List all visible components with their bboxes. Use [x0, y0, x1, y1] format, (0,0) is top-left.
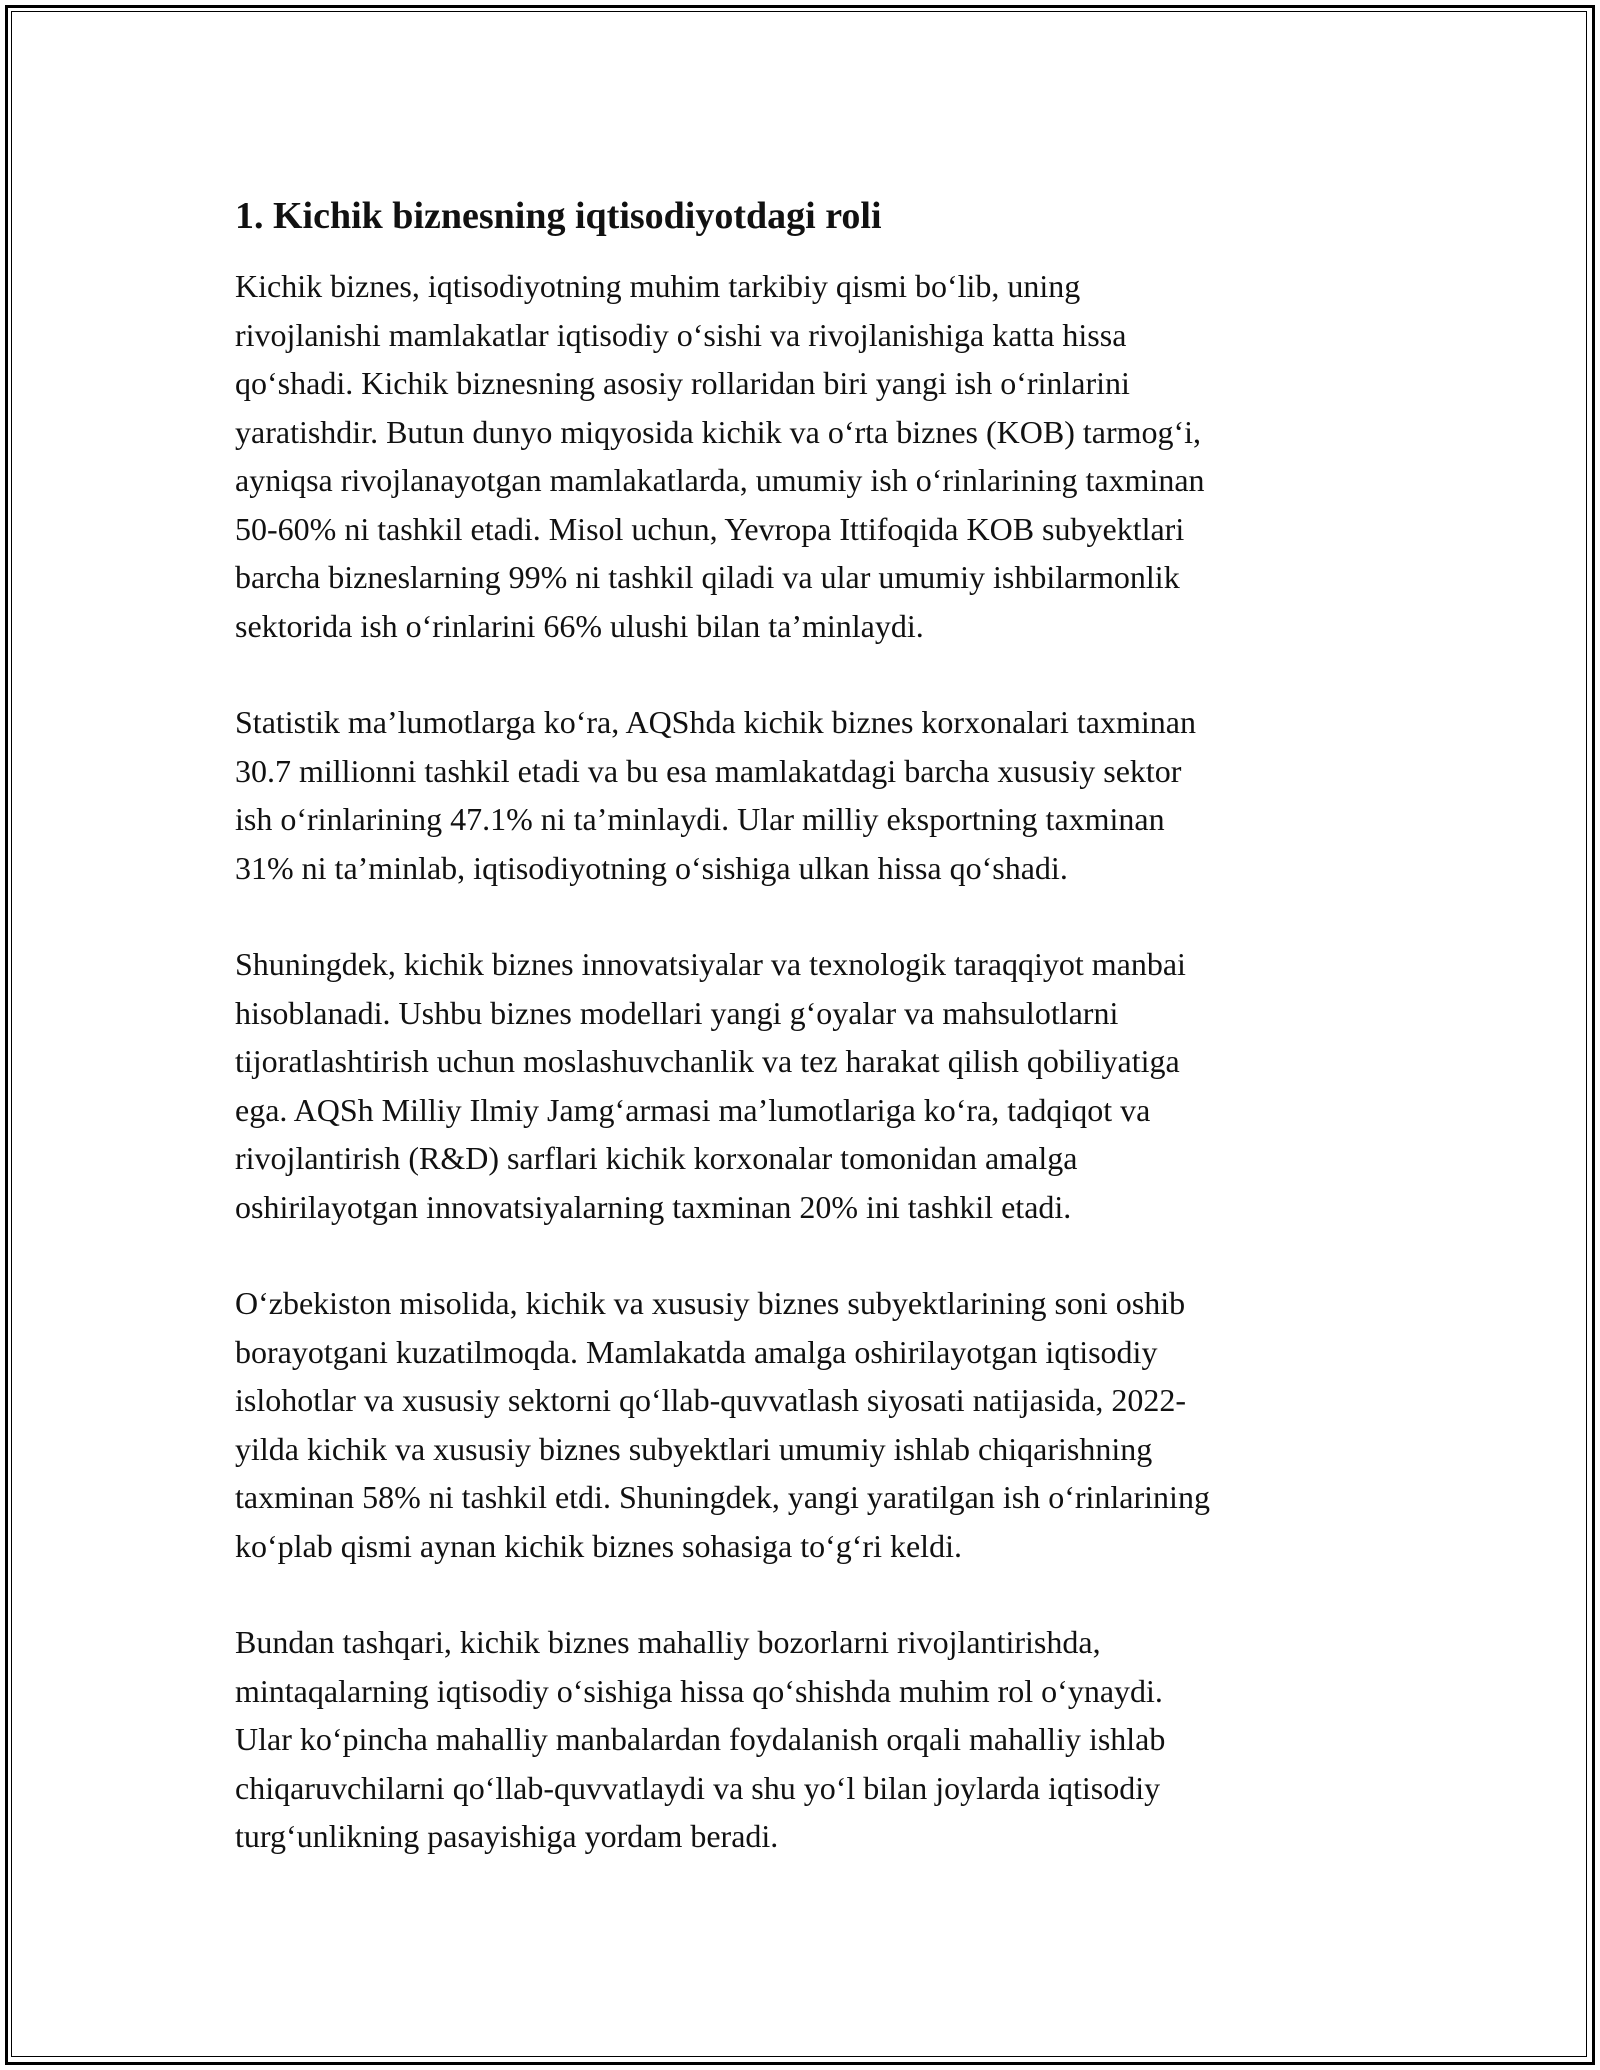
paragraph-5: Bundan tashqari, kichik biznes mahalliy bozorlarni rivojlantirishda, mintaqalarning iqtisodiy o‘sishiga hissa qo‘shishda muhim rol o‘ynaydi. Ular ko‘pincha mahalliy manbalardan foydalanish orqali mahalliy ishlab chiqaruvchilarni qo‘llab-quvvatlaydi va shu yo‘l bilan joylarda iqtisodiy turg‘unlikning pasayishiga yordam beradi. — [235, 1624, 1166, 1854]
paragraph-3: Shuningdek, kichik biznes innovatsiyalar va texnologik taraqqiyot manbai hisoblanadi. Ushbu biznes modellari yangi g‘oyalar va mahsulotlarni tijoratlashtirish uchun moslashuvchanlik va tez harakat qilish qobiliyatiga ega. AQSh Milliy Ilmiy Jamg‘armasi ma’lumotlariga ko‘ra, tadqiqot va rivojlantirish (R&D) sarflari kichik korxonalar tomonidan amalga oshirilayotgan innovatsiyalarning taxminan 20% ini tashkil etadi. — [235, 946, 1186, 1225]
paragraph-4: O‘zbekiston misolida, kichik va xususiy biznes subyektlarining soni oshib borayotgani kuzatilmoqda. Mamlakatda amalga oshirilayotgan iqtisodiy islohotlar va xususiy sektorni qo‘llab-quvvatlash siyosati natijasida, 2022- yilda kichik va xususiy biznes subyektlari umumiy ishlab chiqarishning taxminan 58% ni tashkil etdi. Shuningdek, yangi yaratilgan ish o‘rinlarining ko‘plab qismi aynan kichik biznes sohasiga to‘g‘ri keldi. — [235, 1285, 1210, 1564]
document-body — [235, 190, 1375, 1909]
section-heading: 1. Kichik biznesning iqtisodiyotdagi roli — [235, 195, 882, 237]
paragraph-1: Kichik biznes, iqtisodiyotning muhim tarkibiy qismi bo‘lib, uning rivojlanishi mamlakatlar iqtisodiy o‘sishi va rivojlanishiga katta hissa qo‘shadi. Kichik biznesning asosiy rollaridan biri yangi ish o‘rinlarini yaratishdir. Butun dunyo miqyosida kichik va o‘rta biznes (KOB) tarmog‘i, ayniqsa rivojlanayotgan mamlakatlarda, umumiy ish o‘rinlarining taxminan 50-60% ni tashkil etadi. Misol uchun, Yevropa Ittifoqida KOB subyektlari barcha bizneslarning 99% ni tashkil qiladi va ular umumiy ishbilarmonlik sektorida ish o‘rinlarini 66% ulushi bilan ta’minlaydi. — [235, 268, 1205, 644]
paragraph-2: Statistik ma’lumotlarga ko‘ra, AQShda kichik biznes korxonalari taxminan 30.7 millionni tashkil etadi va bu esa mamlakatdagi barcha xususiy sektor ish o‘rinlarining 47.1% ni ta’minlaydi. Ular milliy eksportning taxminan 31% ni ta’minlab, iqtisodiyotning o‘sishiga ulkan hissa qo‘shadi. — [235, 704, 1196, 886]
